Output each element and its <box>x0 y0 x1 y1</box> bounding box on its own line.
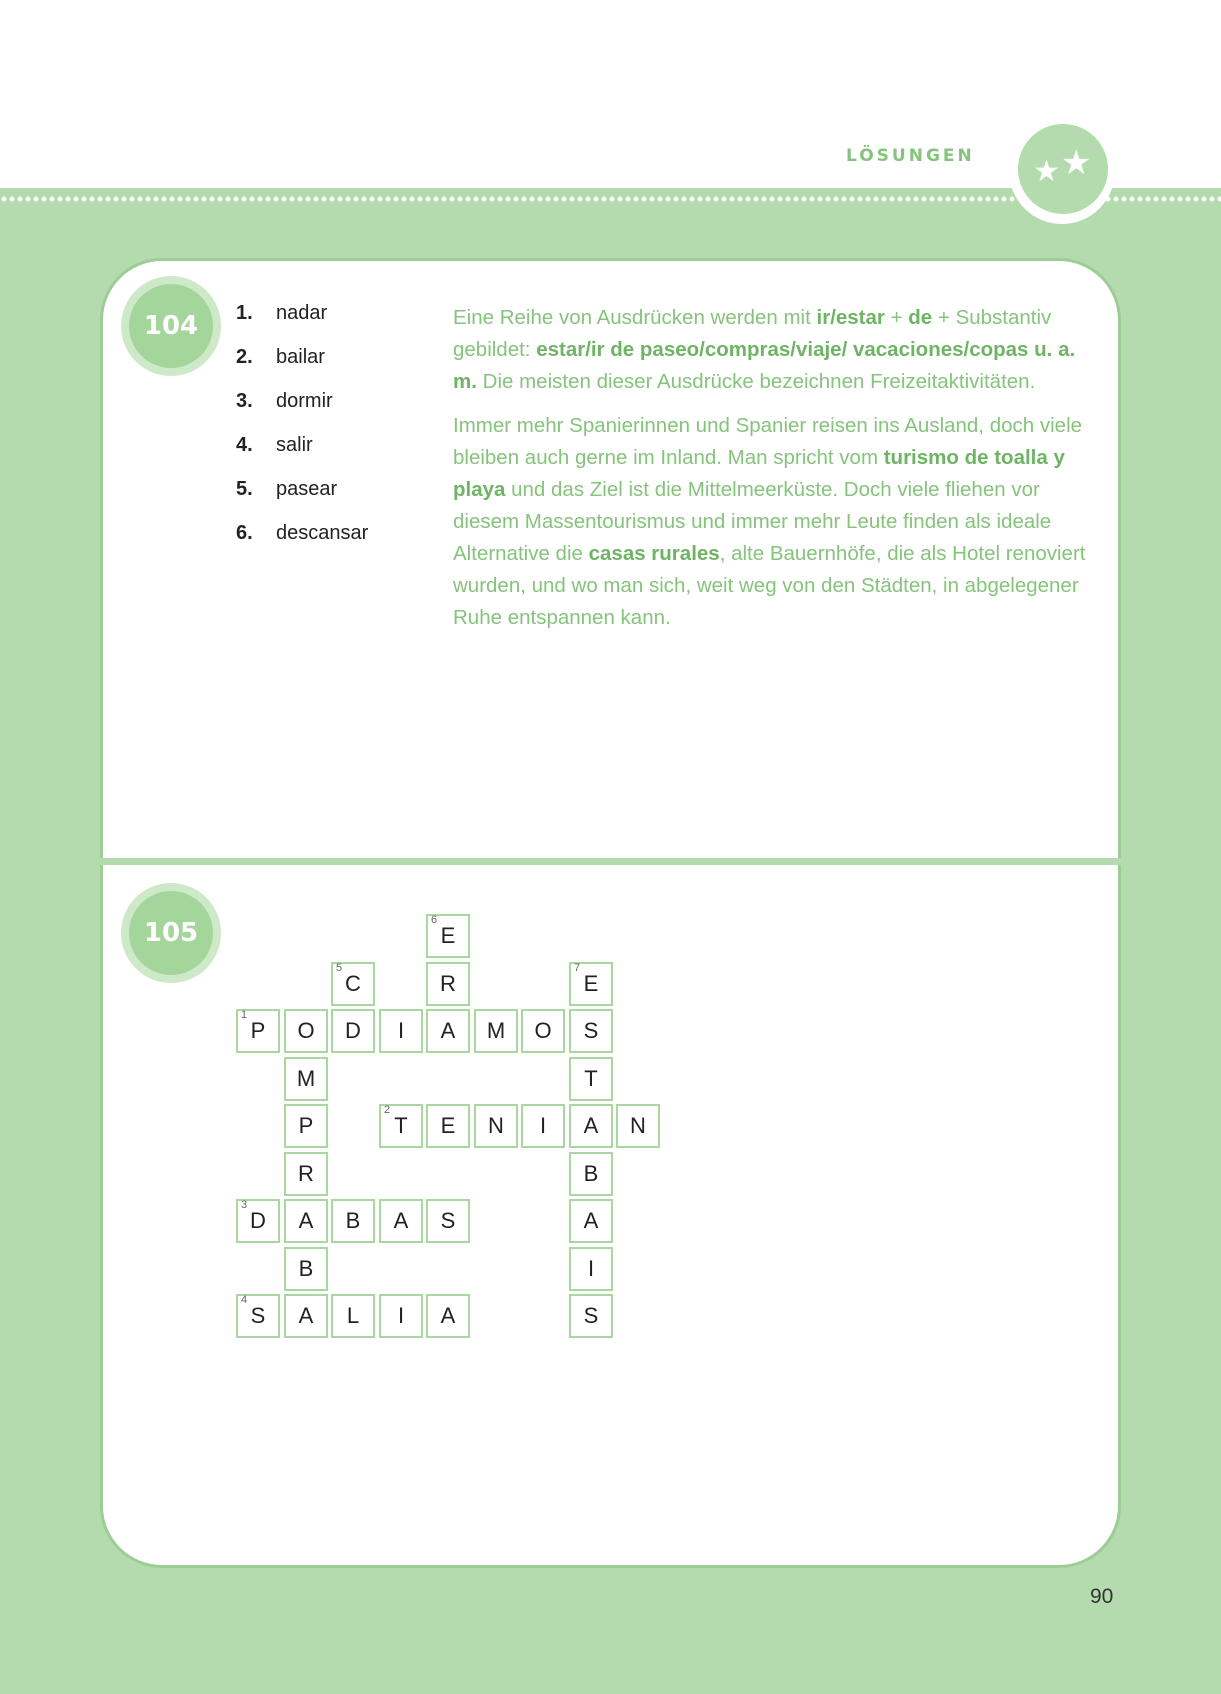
cell-letter: R <box>440 971 456 996</box>
clue-number: 4 <box>241 1294 248 1306</box>
clue-number: 3 <box>241 1199 248 1211</box>
cell-letter: T <box>394 1113 408 1138</box>
cell-letter: P <box>298 1113 314 1138</box>
bold-term: turismo de toalla y playa <box>453 446 1065 501</box>
clue-number: 2 <box>384 1104 391 1116</box>
cell-letter: B <box>583 1161 599 1186</box>
cell-letter: I <box>539 1113 547 1138</box>
crossword-cell <box>379 1199 423 1243</box>
cell-letter: T <box>584 1066 598 1091</box>
exercise-number-105: 105 <box>129 891 213 975</box>
exercise-badge-104 <box>121 276 221 376</box>
answer-list <box>236 302 368 566</box>
text-run: , alte Bauernhöfe, die als Hotel renoviert wurden, und wo man sich, weit weg von den Städten, in abgelegener Ruhe entspannen kann. <box>453 542 1086 629</box>
crossword-cell <box>569 1057 613 1101</box>
cell-letter: L <box>346 1303 360 1328</box>
stars-icon: ★ ★ <box>1018 124 1108 214</box>
crossword-cell <box>379 1009 423 1053</box>
cell-letter: B <box>345 1208 361 1233</box>
item-word: nadar <box>276 302 328 324</box>
cell-letter: O <box>297 1018 315 1043</box>
list-item <box>236 302 368 346</box>
cell-letter: S <box>250 1303 266 1328</box>
explanation-paragraph-1 <box>453 302 1093 398</box>
cell-letter: C <box>345 971 361 996</box>
crossword-cell <box>379 1294 423 1338</box>
cell-letter: I <box>587 1256 595 1281</box>
cell-letter: E <box>440 1113 456 1138</box>
crossword-cell <box>521 1009 565 1053</box>
cell-letter: D <box>345 1018 361 1043</box>
item-number: 1. <box>236 302 253 324</box>
cell-letter: A <box>393 1208 409 1233</box>
item-number: 3. <box>236 390 253 412</box>
page-number: 90 <box>1090 1585 1114 1608</box>
cell-letter: A <box>583 1208 599 1233</box>
crossword-cell <box>284 1152 328 1196</box>
exercise-badge-105 <box>121 883 221 983</box>
text-run: Immer mehr Spanierinnen und Spanier reisen ins Ausland, doch viele bleiben auch gerne im Inland. Man spricht vom <box>453 414 1083 469</box>
crossword-cell <box>474 1009 518 1053</box>
crossword-cell <box>569 1152 613 1196</box>
explanation-text <box>453 302 1093 646</box>
crossword-cell <box>331 1009 375 1053</box>
crossword-cell <box>284 1199 328 1243</box>
crossword-cell <box>569 1247 613 1291</box>
cell-letter: M <box>296 1066 316 1091</box>
item-word: salir <box>276 434 313 456</box>
cell-letter: A <box>583 1113 599 1138</box>
crossword-cell <box>426 962 470 1006</box>
exercise-number-104: 104 <box>129 284 213 368</box>
cell-letter: A <box>298 1303 314 1328</box>
explanation-paragraph-2 <box>453 410 1093 634</box>
item-number: 6. <box>236 522 253 544</box>
crossword-cell <box>331 962 375 1006</box>
crossword-cell <box>521 1104 565 1148</box>
crossword-cell <box>284 1104 328 1148</box>
crossword-cell <box>426 1294 470 1338</box>
crossword-cell <box>426 1009 470 1053</box>
cell-letter: S <box>440 1208 456 1233</box>
cell-letter: B <box>298 1256 314 1281</box>
crossword-cell <box>569 962 613 1006</box>
text-run: + <box>884 306 909 329</box>
cell-letter: O <box>534 1018 552 1043</box>
bold-term: estar/ir de paseo/compras/viaje/ vacaciones/copas u. a. m. <box>453 338 1076 393</box>
item-number: 4. <box>236 434 253 456</box>
crossword-cell <box>569 1294 613 1338</box>
bold-term: ir/estar <box>816 306 885 329</box>
crossword-cell <box>474 1104 518 1148</box>
item-number: 5. <box>236 478 253 500</box>
list-item <box>236 434 368 478</box>
crossword-cell <box>426 1199 470 1243</box>
cell-letter: E <box>583 971 599 996</box>
text-run: + Substantiv gebildet: <box>453 306 1052 361</box>
crossword-cell <box>331 1199 375 1243</box>
bold-term: de <box>908 306 933 329</box>
cell-letter: E <box>440 923 456 948</box>
text-run: Eine Reihe von Ausdrücken werden mit <box>453 306 817 329</box>
crossword-cell <box>331 1294 375 1338</box>
text-run: und das Ziel ist die Mittelmeerküste. Doch viele fliehen vor diesem Massentourismus und immer mehr Leute finden als ideale Alternative die <box>453 478 1052 565</box>
item-word: bailar <box>276 346 325 368</box>
cell-letter: D <box>250 1208 266 1233</box>
cell-letter: S <box>583 1303 599 1328</box>
cell-letter: A <box>298 1208 314 1233</box>
cell-letter: R <box>298 1161 314 1186</box>
crossword-cell <box>236 1009 280 1053</box>
crossword-cell <box>569 1199 613 1243</box>
list-item <box>236 478 368 522</box>
crossword-cell <box>284 1009 328 1053</box>
crossword-cell <box>236 1294 280 1338</box>
clue-number: 6 <box>431 914 438 926</box>
cell-letter: I <box>397 1018 405 1043</box>
cell-letter: S <box>583 1018 599 1043</box>
crossword-cell <box>284 1057 328 1101</box>
list-item <box>236 390 368 434</box>
list-item <box>236 522 368 566</box>
clue-number: 7 <box>574 962 581 974</box>
crossword-cell <box>284 1247 328 1291</box>
item-word: pasear <box>276 478 338 500</box>
crossword-cell <box>426 914 470 958</box>
cell-letter: P <box>250 1018 266 1043</box>
cell-letter: N <box>488 1113 504 1138</box>
cell-letter: I <box>397 1303 405 1328</box>
clue-number: 1 <box>241 1009 248 1021</box>
crossword-cell <box>569 1009 613 1053</box>
crossword-cell <box>284 1294 328 1338</box>
clue-number: 5 <box>336 962 343 974</box>
item-word: descansar <box>276 522 369 544</box>
item-word: dormir <box>276 390 333 412</box>
crossword-cell <box>569 1104 613 1148</box>
cell-letter: A <box>440 1018 456 1043</box>
section-label: LÖSUNGEN <box>846 146 975 166</box>
cell-letter: M <box>486 1018 506 1043</box>
crossword-cell <box>616 1104 660 1148</box>
item-number: 2. <box>236 346 253 368</box>
text-run: Die meisten dieser Ausdrücke bezeichnen Freizeitaktivitäten. <box>476 370 1036 393</box>
cell-letter: N <box>630 1113 646 1138</box>
crossword-cell <box>426 1104 470 1148</box>
crossword-cell <box>379 1104 423 1148</box>
crossword-cell <box>236 1199 280 1243</box>
cell-letter: A <box>440 1303 456 1328</box>
bold-term: casas rurales <box>588 542 720 565</box>
list-item <box>236 346 368 390</box>
